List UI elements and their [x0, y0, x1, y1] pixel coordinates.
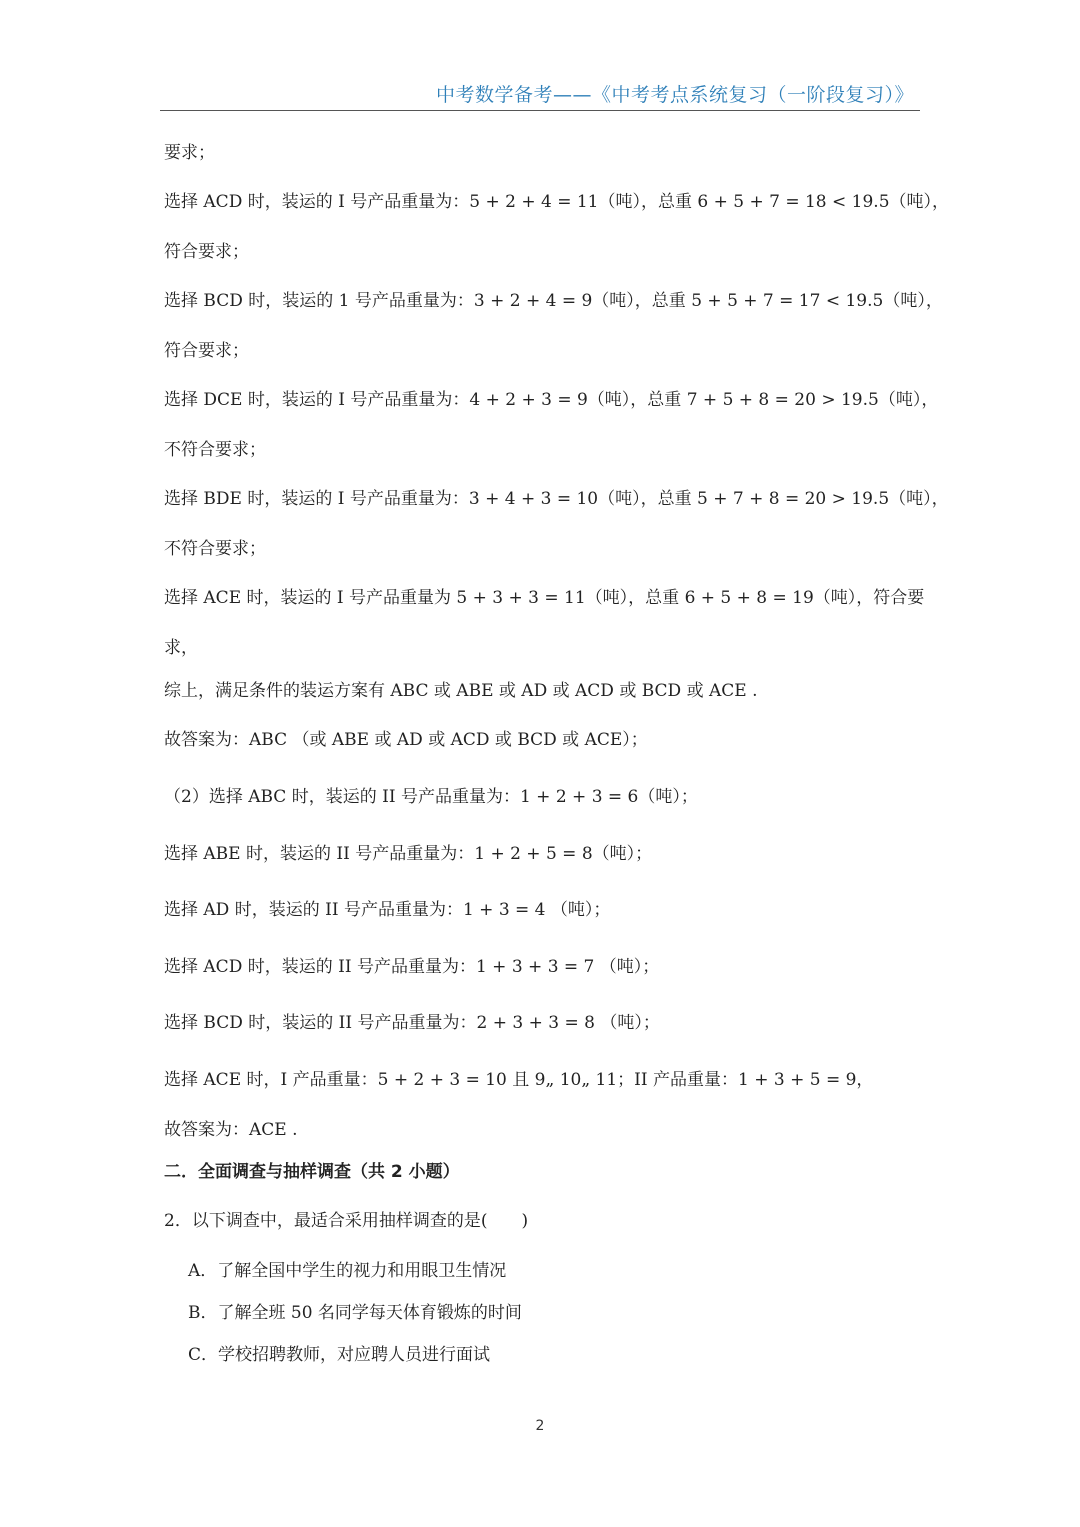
- text-line: 选择 ABE 时，装运的 II 号产品重量为：1 + 2 + 5 = 8（吨）；: [164, 844, 653, 864]
- text-line: （2）选择 ABC 时，装运的 II 号产品重量为：1 + 2 + 3 = 6（吨）；: [164, 787, 698, 807]
- text-line: 故答案为：ABC （或 ABE 或 AD 或 ACD 或 BCD 或 ACE）；: [164, 730, 648, 750]
- text-line: 符合要求；: [164, 242, 249, 262]
- page-number: 2: [535, 1418, 545, 1434]
- text-line: 综上，满足条件的装运方案有 ABC 或 ABE 或 AD 或 ACD 或 BCD 或 ACE .: [164, 681, 758, 701]
- page-header: [160, 76, 920, 111]
- text-line: 不符合要求；: [164, 440, 266, 460]
- text-line: 求，: [164, 638, 198, 658]
- text-line: 故答案为：ACE .: [164, 1120, 298, 1140]
- text-line: 选择 DCE 时，装运的 I 号产品重量为：4 + 2 + 3 = 9（吨），总重 7 + 5 + 8 = 20 > 19.5（吨），: [164, 390, 939, 410]
- text-line: 选择 BDE 时，装运的 I 号产品重量为：3 + 4 + 3 = 10（吨），总重 5 + 7 + 8 = 20 > 19.5（吨），: [164, 489, 949, 509]
- option-c: C．学校招聘教师，对应聘人员进行面试: [188, 1345, 491, 1365]
- text-line: 选择 BCD 时，装运的 II 号产品重量为：2 + 3 + 3 = 8 （吨）；: [164, 1013, 660, 1033]
- text-line: 选择 ACD 时，装运的 II 号产品重量为：1 + 3 + 3 = 7 （吨）；: [164, 957, 660, 977]
- text-line: 不符合要求；: [164, 539, 266, 559]
- option-b: B．了解全班 50 名同学每天体育锻炼的时间: [188, 1303, 522, 1323]
- header-title: 中考数学备考——《中考考点系统复习（一阶段复习）》: [435, 84, 914, 106]
- text-line: 要求；: [164, 143, 215, 163]
- text-line: 选择 ACE 时，装运的 I 号产品重量为 5 + 3 + 3 = 11（吨），总重 6 + 5 + 8 = 19（吨），符合要: [164, 588, 925, 608]
- option-a: A．了解全国中学生的视力和用眼卫生情况: [188, 1261, 507, 1281]
- text-line: 符合要求；: [164, 341, 249, 361]
- section-heading: 二．全面调查与抽样调查（共 2 小题）: [164, 1162, 460, 1182]
- text-line: 选择 AD 时，装运的 II 号产品重量为：1 + 3 = 4 （吨）；: [164, 900, 611, 920]
- text-line: 选择 ACD 时，装运的 I 号产品重量为：5 + 2 + 4 = 11（吨），总重 6 + 5 + 7 = 18 < 19.5（吨），: [164, 192, 950, 212]
- question-stem: 2．以下调查中，最适合采用抽样调查的是( ): [164, 1211, 529, 1231]
- text-line: 选择 BCD 时，装运的 1 号产品重量为：3 + 2 + 4 = 9（吨），总重 5 + 5 + 7 = 17 < 19.5（吨），: [164, 291, 943, 311]
- text-line: 选择 ACE 时，I 产品重量：5 + 2 + 3 = 10 且 9„ 10„ 11；II 产品重量：1 + 3 + 5 = 9，: [164, 1070, 874, 1090]
